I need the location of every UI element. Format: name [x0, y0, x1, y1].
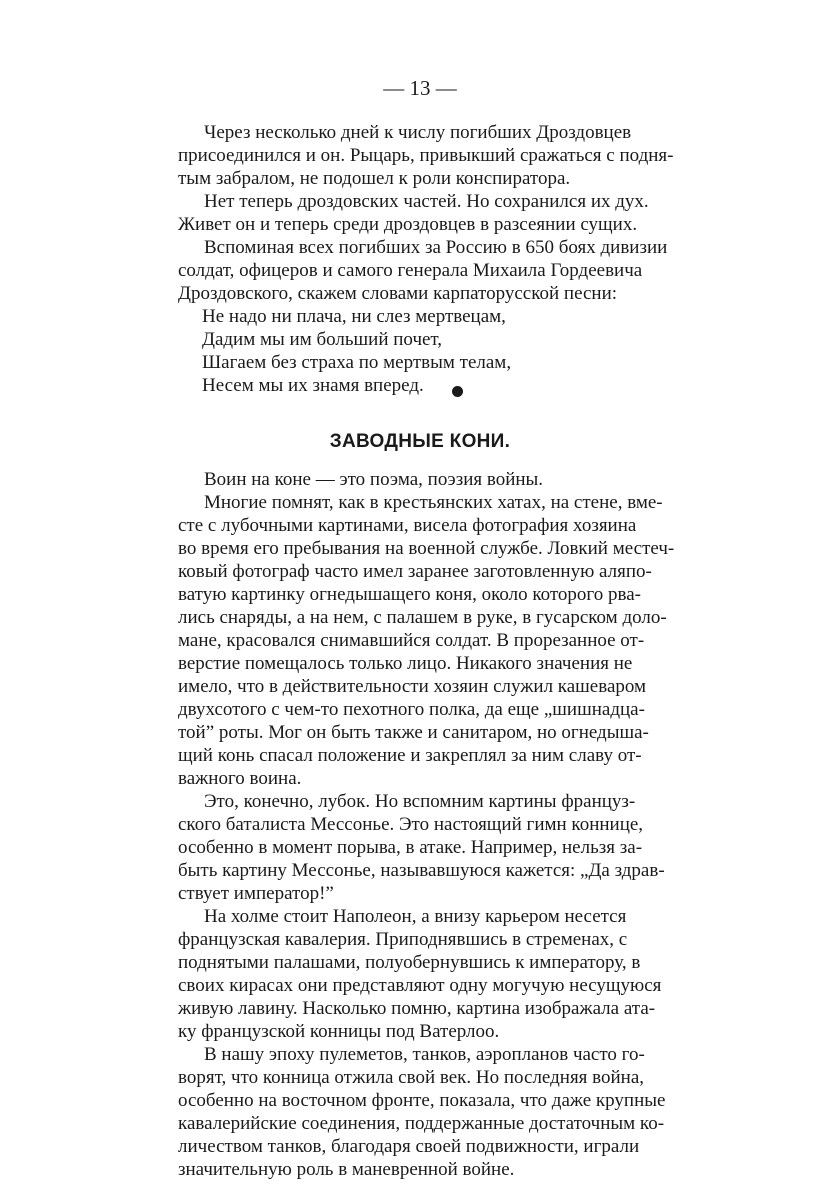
text-line: щий конь спасал положение и закреплял за ним славу от- — [178, 745, 642, 766]
section-heading: ЗАВОДНЫЕ КОНИ. — [329, 431, 511, 452]
text-line: ку французской конницы под Ватерлоо. — [178, 1021, 500, 1042]
text-line: Воин на коне — это поэма, поэзия войны. — [204, 469, 544, 490]
text-line: той” роты. Мог он быть также и санитаром, но огнедыша- — [178, 722, 649, 743]
text-line: личеством танков, благодаря своей подвижности, играли — [178, 1136, 640, 1157]
text-line: лись снаряды, а на нем, с палашем в руке, в гусарском доло- — [178, 607, 667, 628]
text-line: имело, что в действительности хозяин служил кашеваром — [178, 676, 647, 697]
text-line: ствует император!” — [178, 883, 334, 904]
text-line: важного воина. — [178, 768, 302, 789]
text-line: сте с лубочными картинами, висела фотография хозяина — [178, 515, 637, 536]
text-line: во время его пребывания на военной службе. Ловкий местеч- — [178, 538, 675, 559]
text-line: мане, красовался снимавшийся солдат. В прорезанное от- — [178, 630, 645, 651]
text-line: В нашу эпоху пулеметов, танков, аэропланов часто го- — [204, 1044, 645, 1065]
text-line: быть картину Мессонье, называвшуюся кажется: „Да здрав- — [178, 860, 665, 881]
text-line: ковый фотограф часто имел заранее заготовленную аляпо- — [178, 561, 652, 582]
section-text — [178, 468, 742, 1181]
text-line: Многие помнят, как в крестьянских хатах, на стене, вме- — [204, 492, 663, 513]
page-number: — 13 — — [383, 76, 457, 100]
text-line: верстие помещалось только лицо. Никакого значения не — [178, 653, 633, 674]
text-line: французская кавалерия. Приподнявшись в стременах, с — [178, 929, 628, 950]
text-line: Вспоминая всех погибших за Россию в 650 боях дивизии — [204, 237, 668, 258]
text-line: Нет теперь дроздовских частей. Но сохранился их дух. — [204, 191, 649, 212]
text-line: присоединился и он. Рыцарь, привыкший сражаться с подня- — [178, 145, 674, 166]
verse-line: Не надо ни плача, ни слез мертвецам, — [202, 306, 506, 327]
verse-line: Шагаем без страха по мертвым телам, — [202, 352, 512, 373]
text-line: ворят, что конница отжила свой век. Но последняя война, — [178, 1067, 645, 1088]
text-line: особенно на восточном фронте, показала, что даже крупные — [178, 1090, 666, 1111]
verse-line: Дадим мы им больший почет, — [202, 329, 443, 350]
text-line: поднятыми палашами, полуобернувшись к императору, в — [178, 952, 641, 973]
text-line: На холме стоит Наполеон, а внизу карьером несется — [204, 906, 627, 927]
text-line: Через несколько дней к числу погибших Дроздовцев — [204, 122, 632, 143]
text-line: значительную роль в маневренной войне. — [178, 1159, 515, 1180]
text-line: ского баталиста Мессонье. Это настоящий гимн коннице, — [178, 814, 644, 835]
text-line: кавалерийские соединения, поддержанные достаточным ко- — [178, 1113, 665, 1134]
text-line: тым забралом, не подошел к роли конспиратора. — [178, 168, 571, 189]
verse-line: Несем мы их знамя вперед. — [202, 375, 424, 396]
intro-text — [178, 121, 742, 397]
text-line: ватую картинку огнедышащего коня, около которого рва- — [178, 584, 641, 605]
section-divider-dot — [452, 386, 463, 397]
text-line: своих кирасах они представляют одну могучую несущуюся — [178, 975, 662, 996]
text-line: Дроздовского, скажем словами карпаторусской песни: — [178, 283, 618, 304]
text-line: особенно в момент порыва, в атаке. Например, нельзя за- — [178, 837, 643, 858]
text-line: солдат, офицеров и самого генерала Михаила Гордеевича — [178, 260, 643, 281]
text-line: Это, конечно, лубок. Но вспомним картины француз- — [204, 791, 636, 812]
text-line: двухсотого с чем-то пехотного полка, да еще „шишнадца- — [178, 699, 645, 720]
text-line: Живет он и теперь среди дроздовцев в разсеянии сущих. — [178, 214, 638, 235]
text-line: живую лавину. Насколько помню, картина изображала ата- — [178, 998, 656, 1019]
